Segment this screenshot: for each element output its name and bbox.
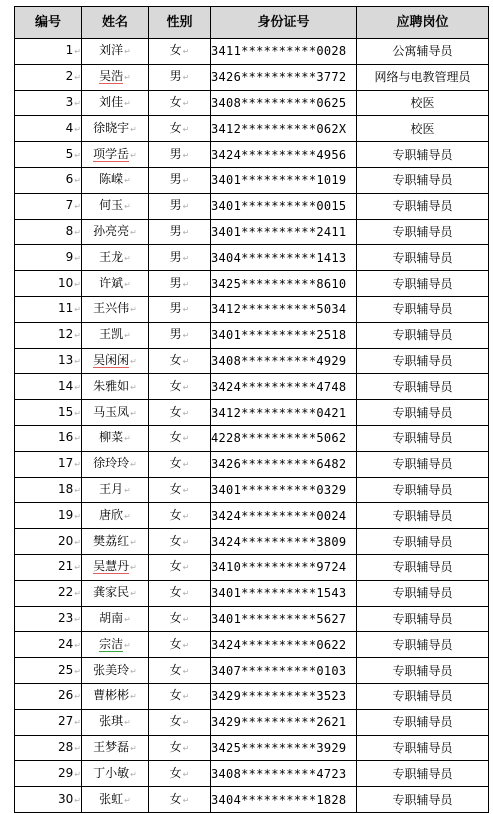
paragraph-mark-icon: ↵ (182, 769, 190, 779)
paragraph-mark-icon: ↵ (182, 150, 190, 160)
row-name: 刘洋 (99, 43, 124, 58)
table-row (15, 632, 489, 658)
paragraph-mark-icon: ↵ (182, 666, 190, 676)
row-name: 宗洁 (99, 636, 124, 651)
row-position: 专职辅导员 (392, 715, 453, 730)
paragraph-mark-icon: ↵ (74, 124, 81, 134)
row-id-number: 3424**********3809 (211, 534, 347, 549)
row-sex: 女 (169, 43, 182, 58)
row-sex: 女 (169, 352, 182, 367)
row-sex: 男 (169, 275, 182, 290)
paragraph-mark-icon: ↵ (74, 563, 81, 573)
header-no: 编号 (15, 7, 82, 39)
row-name: 徐晓宇 (93, 120, 130, 135)
row-id-number: 3412**********062X (211, 121, 347, 136)
paragraph-mark-icon: ↵ (124, 485, 131, 495)
row-name: 张虹 (99, 791, 124, 806)
row-position: 专职辅导员 (392, 405, 453, 420)
paragraph-mark-icon: ↵ (182, 563, 190, 573)
row-id-number: 3429**********2621 (211, 715, 347, 730)
row-sex: 女 (169, 739, 182, 754)
paragraph-mark-icon: ↵ (124, 202, 131, 212)
row-id-number: 3411**********0028 (211, 44, 347, 59)
row-name: 刘佳 (99, 94, 124, 109)
paragraph-mark-icon: ↵ (74, 434, 81, 444)
paragraph-mark-icon: ↵ (124, 640, 131, 650)
table-row (15, 503, 489, 529)
row-position: 专职辅导员 (392, 689, 453, 704)
paragraph-mark-icon: ↵ (74, 718, 81, 728)
table-row (15, 451, 489, 477)
table-row (15, 39, 489, 65)
row-position: 专职辅导员 (392, 147, 453, 162)
row-number: 13 (58, 352, 74, 367)
row-number: 1 (65, 43, 74, 58)
row-sex: 女 (169, 765, 182, 780)
table-row (15, 245, 489, 271)
table-row (15, 735, 489, 761)
paragraph-mark-icon: ↵ (182, 279, 190, 289)
paragraph-mark-icon: ↵ (182, 253, 190, 263)
row-sex: 女 (169, 456, 182, 471)
paragraph-mark-icon: ↵ (182, 640, 190, 650)
paragraph-mark-icon: ↵ (74, 331, 81, 341)
row-sex: 女 (169, 662, 182, 677)
row-number: 21 (58, 559, 74, 574)
paragraph-mark-icon: ↵ (182, 331, 190, 341)
paragraph-mark-icon: ↵ (182, 73, 190, 83)
table-row (15, 580, 489, 606)
row-position: 专职辅导员 (392, 534, 453, 549)
paragraph-mark-icon: ↵ (74, 640, 81, 650)
row-number: 18 (58, 481, 74, 496)
row-sex: 女 (169, 507, 182, 522)
row-id-number: 3424**********4956 (211, 147, 347, 162)
row-position: 专职辅导员 (392, 792, 453, 807)
paragraph-mark-icon: ↵ (182, 356, 190, 366)
row-position: 专职辅导员 (392, 663, 453, 678)
row-sex: 男 (169, 146, 182, 161)
row-number: 16 (58, 430, 74, 445)
table-row (15, 64, 489, 90)
row-name: 朱雅如 (93, 378, 130, 393)
row-position: 专职辅导员 (392, 431, 453, 446)
row-id-number: 3412**********0421 (211, 405, 347, 420)
row-id-number: 3408**********4929 (211, 353, 347, 368)
table-row (15, 477, 489, 503)
row-id-number: 3401**********1543 (211, 586, 347, 601)
row-name: 丁小敏 (93, 765, 130, 780)
row-sex: 女 (169, 688, 182, 703)
row-number: 15 (58, 404, 74, 419)
paragraph-mark-icon: ↵ (182, 589, 190, 599)
table-row (15, 348, 489, 374)
paragraph-mark-icon: ↵ (182, 718, 190, 728)
paragraph-mark-icon: ↵ (124, 511, 131, 521)
paragraph-mark-icon: ↵ (130, 769, 137, 779)
header-sex: 性别 (149, 7, 211, 39)
paragraph-mark-icon: ↵ (74, 253, 81, 263)
paragraph-mark-icon: ↵ (124, 795, 131, 805)
paragraph-mark-icon: ↵ (182, 227, 190, 237)
row-position: 校医 (410, 95, 435, 110)
row-sex: 女 (169, 791, 182, 806)
row-id-number: 3426**********3772 (211, 70, 347, 85)
row-id-number: 3429**********3523 (211, 689, 347, 704)
row-name: 孙亮亮 (93, 223, 130, 238)
paragraph-mark-icon: ↵ (74, 47, 81, 57)
row-position: 专职辅导员 (392, 482, 453, 497)
table-row (15, 554, 489, 580)
row-sex: 男 (169, 301, 182, 316)
row-id-number: 3426**********6482 (211, 457, 347, 472)
row-sex: 男 (169, 69, 182, 84)
paragraph-mark-icon: ↵ (124, 279, 131, 289)
row-sex: 男 (169, 327, 182, 342)
row-sex: 女 (169, 430, 182, 445)
paragraph-mark-icon: ↵ (74, 356, 81, 366)
row-sex: 女 (169, 378, 182, 393)
row-name: 许斌 (99, 275, 124, 290)
paragraph-mark-icon: ↵ (124, 176, 131, 186)
paragraph-mark-icon: ↵ (130, 408, 137, 418)
row-number: 14 (58, 378, 74, 393)
paragraph-mark-icon: ↵ (74, 408, 81, 418)
row-position: 校医 (410, 121, 435, 136)
row-sex: 男 (169, 249, 182, 264)
row-name: 马玉凤 (93, 404, 130, 419)
row-number: 7 (65, 198, 74, 213)
row-number: 2 (65, 69, 74, 84)
row-id-number: 3410**********9724 (211, 560, 347, 575)
header-position: 应聘岗位 (357, 7, 489, 39)
table-row (15, 90, 489, 116)
row-position: 专职辅导员 (392, 353, 453, 368)
row-number: 23 (58, 610, 74, 625)
paragraph-mark-icon: ↵ (74, 485, 81, 495)
row-name: 张美玲 (93, 662, 130, 677)
row-number: 27 (58, 714, 74, 729)
table-row (15, 322, 489, 348)
paragraph-mark-icon: ↵ (74, 511, 81, 521)
paragraph-mark-icon: ↵ (182, 692, 190, 702)
row-number: 5 (65, 146, 74, 161)
table-row (15, 787, 489, 813)
paragraph-mark-icon: ↵ (124, 331, 131, 341)
row-name: 柳菜 (99, 430, 124, 445)
row-id-number: 3408**********4723 (211, 766, 347, 781)
row-sex: 女 (169, 533, 182, 548)
paragraph-mark-icon: ↵ (74, 202, 81, 212)
row-number: 24 (58, 636, 74, 651)
header-id-number: 身份证号 (211, 7, 357, 39)
paragraph-mark-icon: ↵ (74, 227, 81, 237)
row-number: 10 (58, 275, 74, 290)
paragraph-mark-icon: ↵ (130, 356, 137, 366)
row-number: 30 (58, 791, 74, 806)
row-id-number: 3407**********0103 (211, 663, 347, 678)
paragraph-mark-icon: ↵ (74, 769, 81, 779)
row-sex: 女 (169, 559, 182, 574)
row-number: 22 (58, 585, 74, 600)
row-position: 专职辅导员 (392, 199, 453, 214)
row-id-number: 3424**********0622 (211, 637, 347, 652)
paragraph-mark-icon: ↵ (182, 460, 190, 470)
paragraph-mark-icon: ↵ (130, 382, 137, 392)
row-id-number: 3425**********3929 (211, 740, 347, 755)
row-position: 专职辅导员 (392, 379, 453, 394)
row-sex: 男 (169, 223, 182, 238)
row-name: 王龙 (99, 249, 124, 264)
table-row (15, 167, 489, 193)
table-row (15, 658, 489, 684)
row-position: 网络与电教管理员 (374, 70, 471, 85)
paragraph-mark-icon: ↵ (182, 795, 190, 805)
paragraph-mark-icon: ↵ (124, 718, 131, 728)
paragraph-mark-icon: ↵ (182, 124, 190, 134)
row-name: 陈嵘 (99, 172, 124, 187)
paragraph-mark-icon: ↵ (182, 485, 190, 495)
paragraph-mark-icon: ↵ (130, 227, 137, 237)
table-row (15, 606, 489, 632)
paragraph-mark-icon: ↵ (182, 47, 190, 57)
row-id-number: 4228**********5062 (211, 431, 347, 446)
paragraph-mark-icon: ↵ (182, 382, 190, 392)
row-id-number: 3425**********8610 (211, 276, 347, 291)
row-position: 专职辅导员 (392, 560, 453, 575)
paragraph-mark-icon: ↵ (74, 589, 81, 599)
row-sex: 女 (169, 404, 182, 419)
paragraph-mark-icon: ↵ (124, 98, 131, 108)
paragraph-mark-icon: ↵ (130, 305, 137, 315)
row-position: 专职辅导员 (392, 766, 453, 781)
row-id-number: 3401**********5627 (211, 611, 347, 626)
row-number: 9 (65, 249, 74, 264)
row-number: 3 (65, 94, 74, 109)
row-position: 公寓辅导员 (392, 44, 453, 59)
paragraph-mark-icon: ↵ (182, 434, 190, 444)
paragraph-mark-icon: ↵ (74, 537, 81, 547)
row-position: 专职辅导员 (392, 586, 453, 601)
row-sex: 女 (169, 585, 182, 600)
row-name: 胡南 (99, 610, 124, 625)
row-position: 专职辅导员 (392, 173, 453, 188)
paragraph-mark-icon: ↵ (130, 743, 137, 753)
row-number: 26 (58, 688, 74, 703)
row-number: 28 (58, 739, 74, 754)
row-number: 17 (58, 456, 74, 471)
row-id-number: 3412**********5034 (211, 302, 347, 317)
paragraph-mark-icon: ↵ (182, 511, 190, 521)
paragraph-mark-icon: ↵ (74, 382, 81, 392)
row-sex: 女 (169, 120, 182, 135)
row-id-number: 3401**********2411 (211, 224, 347, 239)
row-name: 曹彬彬 (93, 688, 130, 703)
table-row (15, 529, 489, 555)
table-row (15, 709, 489, 735)
row-number: 8 (65, 223, 74, 238)
paragraph-mark-icon: ↵ (182, 305, 190, 315)
row-number: 6 (65, 172, 74, 187)
row-position: 专职辅导员 (392, 250, 453, 265)
paragraph-mark-icon: ↵ (74, 176, 81, 186)
paragraph-mark-icon: ↵ (74, 614, 81, 624)
paragraph-mark-icon: ↵ (130, 563, 137, 573)
row-position: 专职辅导员 (392, 224, 453, 239)
row-position: 专职辅导员 (392, 328, 453, 343)
row-number: 29 (58, 765, 74, 780)
paragraph-mark-icon: ↵ (130, 537, 137, 547)
row-position: 专职辅导员 (392, 740, 453, 755)
row-id-number: 3424**********0024 (211, 508, 347, 523)
row-name: 龚家民 (93, 585, 130, 600)
row-number: 20 (58, 533, 74, 548)
paragraph-mark-icon: ↵ (130, 150, 137, 160)
paragraph-mark-icon: ↵ (74, 279, 81, 289)
row-number: 11 (58, 301, 74, 316)
row-name: 张琪 (99, 714, 124, 729)
row-number: 12 (58, 327, 74, 342)
table-row (15, 193, 489, 219)
row-name: 王凯 (99, 327, 124, 342)
paragraph-mark-icon: ↵ (124, 73, 131, 83)
row-name: 王梦磊 (93, 739, 130, 754)
table-row (15, 425, 489, 451)
row-id-number: 3401**********0015 (211, 199, 347, 214)
paragraph-mark-icon: ↵ (124, 614, 131, 624)
row-number: 4 (65, 120, 74, 135)
row-id-number: 3404**********1828 (211, 792, 347, 807)
table-row (15, 400, 489, 426)
table-row (15, 271, 489, 297)
paragraph-mark-icon: ↵ (182, 98, 190, 108)
table-row (15, 374, 489, 400)
paragraph-mark-icon: ↵ (74, 795, 81, 805)
paragraph-mark-icon: ↵ (182, 176, 190, 186)
table-body (15, 39, 489, 813)
paragraph-mark-icon: ↵ (74, 460, 81, 470)
row-name: 王月 (99, 481, 124, 496)
paragraph-mark-icon: ↵ (124, 434, 131, 444)
row-position: 专职辅导员 (392, 302, 453, 317)
paragraph-mark-icon: ↵ (182, 537, 190, 547)
row-position: 专职辅导员 (392, 611, 453, 626)
row-id-number: 3404**********1413 (211, 250, 347, 265)
paragraph-mark-icon: ↵ (130, 692, 137, 702)
row-sex: 女 (169, 94, 182, 109)
row-id-number: 3401**********0329 (211, 482, 347, 497)
row-name: 徐玲玲 (93, 456, 130, 471)
row-name: 吴浩 (99, 69, 124, 84)
row-name: 吴闲闲 (93, 352, 130, 367)
row-number: 25 (58, 662, 74, 677)
row-position: 专职辅导员 (392, 637, 453, 652)
row-name: 吴慧丹 (93, 559, 130, 574)
table-row (15, 219, 489, 245)
table-row (15, 296, 489, 322)
paragraph-mark-icon: ↵ (130, 589, 137, 599)
row-sex: 男 (169, 198, 182, 213)
paragraph-mark-icon: ↵ (124, 47, 131, 57)
row-sex: 女 (169, 610, 182, 625)
paragraph-mark-icon: ↵ (182, 202, 190, 212)
row-sex: 女 (169, 481, 182, 496)
row-id-number: 3401**********2518 (211, 328, 347, 343)
header-name: 姓名 (82, 7, 149, 39)
row-sex: 女 (169, 636, 182, 651)
paragraph-mark-icon: ↵ (124, 253, 131, 263)
row-sex: 男 (169, 172, 182, 187)
paragraph-mark-icon: ↵ (130, 124, 137, 134)
paragraph-mark-icon: ↵ (74, 305, 81, 315)
row-name: 唐欣 (99, 507, 124, 522)
row-name: 王兴伟 (93, 301, 130, 316)
paragraph-mark-icon: ↵ (74, 98, 81, 108)
row-id-number: 3408**********0625 (211, 95, 347, 110)
paragraph-mark-icon: ↵ (182, 408, 190, 418)
table-row (15, 116, 489, 142)
row-id-number: 3401**********1019 (211, 173, 347, 188)
paragraph-mark-icon: ↵ (74, 150, 81, 160)
applicant-table (14, 6, 489, 813)
row-name: 樊荔红 (93, 533, 130, 548)
table-row (15, 142, 489, 168)
paragraph-mark-icon: ↵ (74, 666, 81, 676)
table-row (15, 761, 489, 787)
row-name: 何玉 (99, 198, 124, 213)
row-position: 专职辅导员 (392, 276, 453, 291)
paragraph-mark-icon: ↵ (74, 73, 81, 83)
table-row (15, 683, 489, 709)
row-id-number: 3424**********4748 (211, 379, 347, 394)
row-position: 专职辅导员 (392, 457, 453, 472)
header-row (15, 7, 489, 39)
paragraph-mark-icon: ↵ (130, 666, 137, 676)
paragraph-mark-icon: ↵ (182, 743, 190, 753)
row-number: 19 (58, 507, 74, 522)
paragraph-mark-icon: ↵ (182, 614, 190, 624)
paragraph-mark-icon: ↵ (74, 692, 81, 702)
row-sex: 女 (169, 714, 182, 729)
row-position: 专职辅导员 (392, 508, 453, 523)
paragraph-mark-icon: ↵ (130, 460, 137, 470)
paragraph-mark-icon: ↵ (74, 743, 81, 753)
row-name: 项学岳 (93, 146, 130, 161)
